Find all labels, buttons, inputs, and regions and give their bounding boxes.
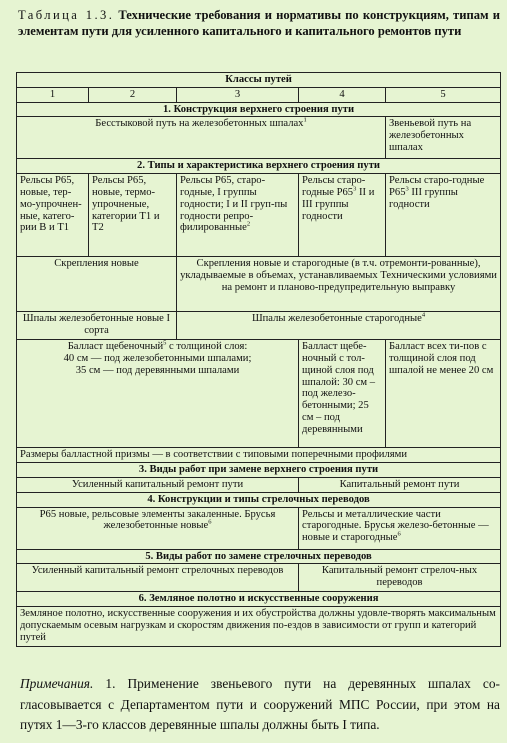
ballast-main-cell: Балласт щебеночный$^5$ с толщиной слоя: 40 см — под железобетонными шпалами; 35 см — под деревянными шпалами: [17, 340, 299, 448]
notes-label: Примечания.: [20, 676, 94, 691]
table-header: Классы путей: [17, 73, 501, 88]
switches-new-cell: Р65 новые, рельсовые элементы закаленные. Брусья железобетонные новые$^6$: [17, 507, 299, 549]
section-6-title: 6. Земляное полотно и искусственные сооружения: [17, 592, 501, 607]
class-5: 5: [386, 87, 501, 102]
switches-capital-repair-cell: Капитальный ремонт стрелоч-ных переводов: [299, 564, 501, 592]
subgrade-cell: Земляное полотно, искусственные сооружения и их обустройства должны удовле-творять максимальным допускаемым осевым нагрузкам и скоростям движения по-ездов в зависимости от групп и категорий путей: [17, 607, 501, 647]
table-label: Таблица 1.3.: [18, 8, 115, 22]
switches-reinforced-repair-cell: Усиленный капитальный ремонт стрелочных переводов: [17, 564, 299, 592]
section-5-title: 5. Виды работ по замене стрелочных переводов: [17, 549, 501, 564]
reinforced-repair-cell: Усиленный капитальный ремонт пути: [17, 477, 299, 492]
notes-text: 1. Применение звеньевого пути на деревянных шпалах со-гласовывается с Департаментом пути и сооружений МПС России, при этом на путях 1—3-го классов деревянные шпалы должны быть I типа.: [20, 676, 500, 732]
table-caption: [18, 8, 500, 39]
rails-row: [17, 174, 501, 257]
class-2: 2: [89, 87, 177, 102]
ballast-class-5-cell: Балласт всех ти-пов с толщиной слоя под шпалой не менее 20 см: [386, 340, 501, 448]
class-1: 1: [17, 87, 89, 102]
table-title: Технические требования и нормативы по конструкциям, типам и элементам пути для усиленного капитального и капитального ремонтов пути: [18, 8, 500, 38]
jointed-track-cell: Звеньевой путь на железобетонных шпалах: [386, 117, 501, 159]
prism-cell: Размеры балластной призмы — в соответствии с типовыми поперечными профилями: [17, 448, 501, 463]
ballast-class-4-cell: Балласт щебе-ночный с тол-щиной слоя под шпалой: 30 см – под железо-бетонными; 25 см – под деревянными: [299, 340, 386, 448]
capital-repair-cell: Капитальный ремонт пути: [299, 477, 501, 492]
class-4: 4: [299, 87, 386, 102]
switches-old-cell: Рельсы и металлические части старогодные. Брусья железо-бетонные — новые и старогодные$^6$: [299, 507, 501, 549]
section-1-title: 1. Конструкция верхнего строения пути: [17, 102, 501, 117]
rails-class-4: Рельсы старо-годные $Р65^3$ II и III группы годности: [299, 174, 386, 257]
sleepers-new-cell: Шпалы железобетонные новые I сорта: [17, 312, 177, 340]
notes-paragraph: [20, 674, 500, 736]
rails-class-1: Рельсы Р65, новые, тер-мо-упрочнен-ные, катего-рии В и Т1: [17, 174, 89, 257]
fastening-new-cell: Скрепления новые: [17, 257, 177, 312]
section-4-title: 4. Конструкции и типы стрелочных переводов: [17, 492, 501, 507]
requirements-table: [16, 72, 501, 647]
class-numbers-row: [17, 87, 501, 102]
section-3-title: 3. Виды работ при замене верхнего строения пути: [17, 463, 501, 478]
continuous-track-cell: Бесстыковой путь на железобетонных шпалах$^1$: [17, 117, 386, 159]
section-2-title: 2. Типы и характеристика верхнего строения пути: [17, 159, 501, 174]
fastening-old-cell: Скрепления новые и старогодные (в т.ч. отремонти-рованные), укладываемые в объемах, устанавливаемых Техническими условиями на ремонт и планово-предупредительную выправку: [177, 257, 501, 312]
sleepers-old-cell: Шпалы железобетонные старогодные$^4$: [177, 312, 501, 340]
class-3: 3: [177, 87, 299, 102]
rails-class-2: Рельсы Р65, новые, термо-упрочненые, категории Т1 и Т2: [89, 174, 177, 257]
rails-class-3: Рельсы Р65, старо-годные, I группы годности; I и II груп-пы годности репро-филированные$^2$: [177, 174, 299, 257]
rails-class-5: Рельсы старо-годные $Р65^3$ III группы годности: [386, 174, 501, 257]
